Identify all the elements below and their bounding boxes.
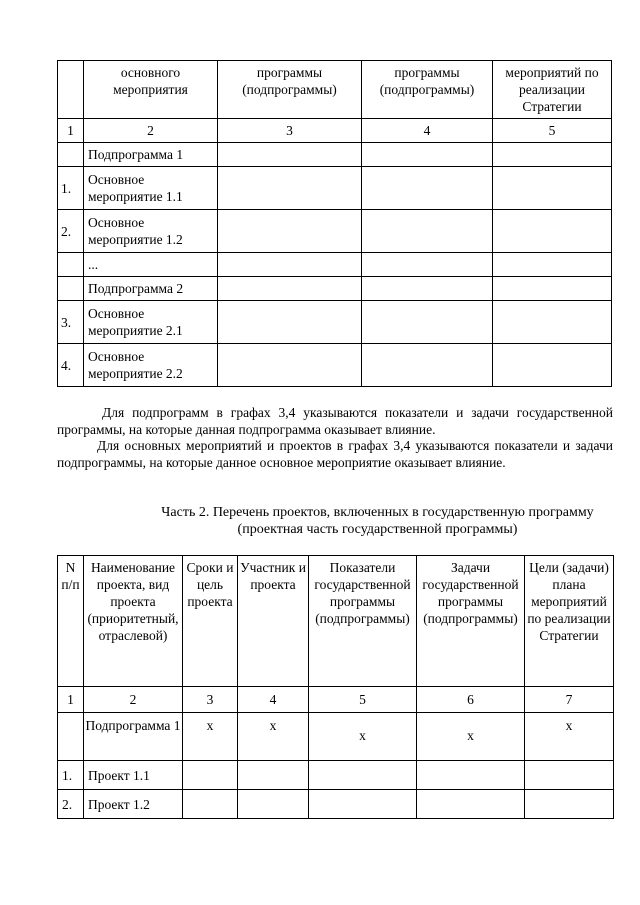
- column-number: 4: [238, 687, 309, 713]
- note-paragraph: Для основных мероприятий и проектов в графах 3,4 указываются показатели и задачи подпрограммы, на которые данное основное мероприятие оказывает влияние.: [57, 438, 613, 470]
- column-number: 6: [417, 687, 525, 713]
- table-cell: [218, 277, 362, 301]
- row-name: Основное мероприятие 1.2: [84, 210, 218, 253]
- row-name: Подпрограмма 1: [84, 713, 183, 761]
- header-cell: Показатели государственной программы (подпрограммы): [309, 556, 417, 687]
- column-number-row: [58, 687, 614, 713]
- table-row: [58, 253, 612, 277]
- row-index: 2.: [58, 790, 84, 819]
- header-cell: Наименование проекта, вид проекта (приоритетный, отраслевой): [84, 556, 183, 687]
- table-row: [58, 761, 614, 790]
- row-index: 2.: [58, 210, 84, 253]
- table-cell: [238, 790, 309, 819]
- column-number: 7: [525, 687, 614, 713]
- table-cell: [362, 301, 493, 344]
- row-index: [58, 253, 84, 277]
- row-index: 3.: [58, 301, 84, 344]
- table-cell: [218, 301, 362, 344]
- table-cell: [362, 210, 493, 253]
- table-row: [58, 301, 612, 344]
- table-cell: [218, 167, 362, 210]
- table-header-row: [58, 61, 612, 119]
- table-cell: [362, 344, 493, 387]
- table-cell: [493, 210, 612, 253]
- header-cell: Задачи государственной программы (подпрограммы): [417, 556, 525, 687]
- header-cell: основного мероприятия: [84, 61, 218, 119]
- table-cell: [493, 143, 612, 167]
- header-cell: Цели (задачи) плана мероприятий по реализации Стратегии: [525, 556, 614, 687]
- table-row: [58, 790, 614, 819]
- table-header-row: [58, 556, 614, 687]
- table-cell: [493, 344, 612, 387]
- row-name: Проект 1.1: [84, 761, 183, 790]
- mark-cell: x: [183, 713, 238, 761]
- row-name: ...: [84, 253, 218, 277]
- row-name: Основное мероприятие 1.1: [84, 167, 218, 210]
- column-number: 3: [218, 119, 362, 143]
- table-cell: [218, 143, 362, 167]
- column-number: 2: [84, 119, 218, 143]
- table-cell: [525, 790, 614, 819]
- table-cell: [309, 761, 417, 790]
- table-cell: [417, 790, 525, 819]
- table-cell: [309, 790, 417, 819]
- mark-cell: x: [525, 713, 614, 761]
- section-title: Часть 2. Перечень проектов, включенных в государственную программу: [161, 505, 594, 520]
- row-name: Подпрограмма 2: [84, 277, 218, 301]
- table-row: [58, 277, 612, 301]
- column-number: 2: [84, 687, 183, 713]
- row-name: Проект 1.2: [84, 790, 183, 819]
- column-number-row: [58, 119, 612, 143]
- table-cell: [238, 761, 309, 790]
- row-index: 1.: [58, 761, 84, 790]
- column-number: 4: [362, 119, 493, 143]
- table-cell: [183, 761, 238, 790]
- mark-cell: x: [309, 713, 417, 761]
- table-cell: [362, 167, 493, 210]
- row-index: [58, 143, 84, 167]
- table-projects: [57, 555, 614, 819]
- table-measures: [57, 60, 612, 387]
- table-cell: [417, 761, 525, 790]
- column-number: 1: [58, 119, 84, 143]
- table-cell: [493, 167, 612, 210]
- column-number: 5: [493, 119, 612, 143]
- table-cell: [218, 210, 362, 253]
- row-name: Основное мероприятие 2.1: [84, 301, 218, 344]
- header-cell: Участник и проекта: [238, 556, 309, 687]
- section-subtitle: (проектная часть государственной программы): [237, 522, 518, 537]
- row-index: [58, 277, 84, 301]
- table-cell: [362, 253, 493, 277]
- row-name: Основное мероприятие 2.2: [84, 344, 218, 387]
- table-cell: [362, 143, 493, 167]
- header-cell: программы (подпрограммы): [362, 61, 493, 119]
- header-cell: N п/п: [58, 556, 84, 687]
- mark-cell: x: [417, 713, 525, 761]
- header-cell: программы (подпрограммы): [218, 61, 362, 119]
- column-number: 5: [309, 687, 417, 713]
- table-row: [58, 143, 612, 167]
- note-paragraph: Для подпрограмм в графах 3,4 указываются показатели и задачи государственной программы, на которые данная подпрограмма оказывает влияние.: [57, 405, 613, 437]
- column-number: 3: [183, 687, 238, 713]
- row-index: 1.: [58, 167, 84, 210]
- table-cell: [58, 713, 84, 761]
- table-row: [58, 167, 612, 210]
- row-index: 4.: [58, 344, 84, 387]
- table-row: [58, 713, 614, 761]
- header-cell: мероприятий по реализации Стратегии: [493, 61, 612, 119]
- table-cell: [493, 277, 612, 301]
- table-cell: [493, 301, 612, 344]
- table-cell: [493, 253, 612, 277]
- row-name: Подпрограмма 1: [84, 143, 218, 167]
- header-cell: [58, 61, 84, 119]
- table-cell: [525, 761, 614, 790]
- table-cell: [362, 277, 493, 301]
- header-cell: Сроки и цель проекта: [183, 556, 238, 687]
- table-cell: [218, 344, 362, 387]
- table-row: [58, 210, 612, 253]
- mark-cell: x: [238, 713, 309, 761]
- table-cell: [183, 790, 238, 819]
- column-number: 1: [58, 687, 84, 713]
- table-cell: [218, 253, 362, 277]
- table-row: [58, 344, 612, 387]
